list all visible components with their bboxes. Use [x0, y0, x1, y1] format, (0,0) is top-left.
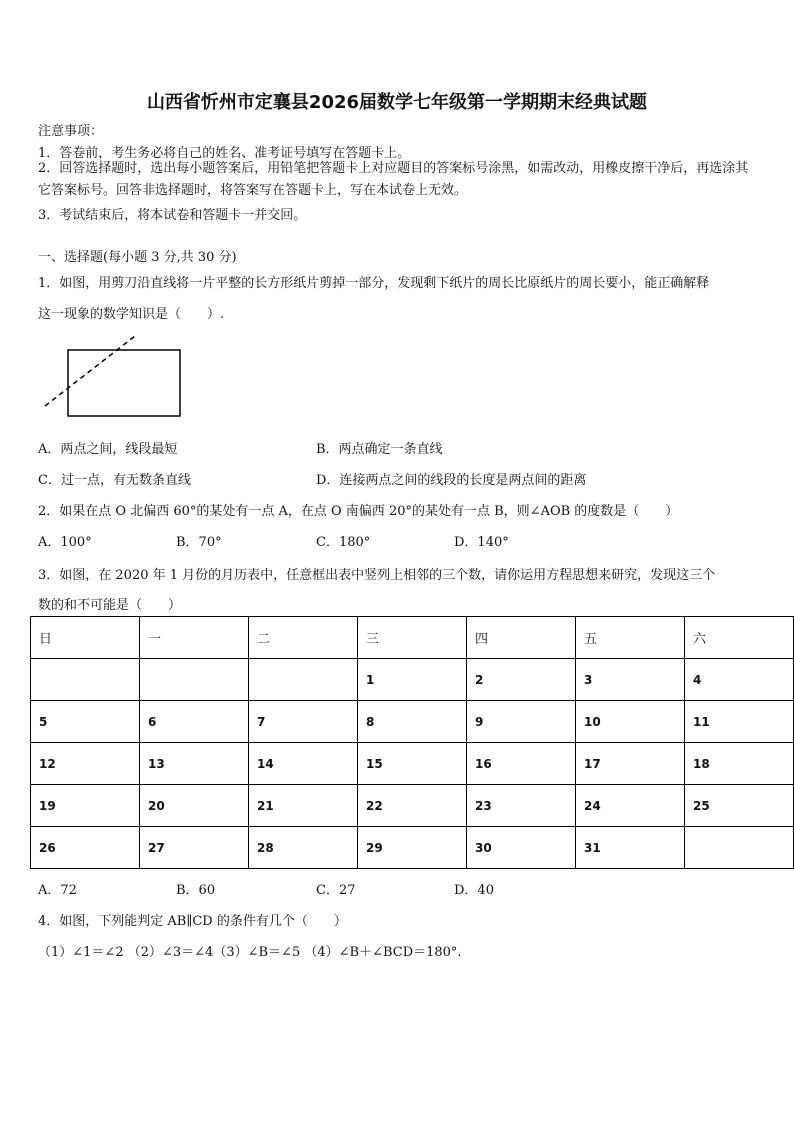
q2-text: 2．如果在点 O 北偏西 60°的某处有一点 A，在点 O 南偏西 20°的某处有一点 B，则∠AOB 的度数是（ ）	[38, 504, 679, 519]
day-cell: 10	[576, 701, 685, 743]
day-cell	[249, 659, 358, 701]
notice-heading: 注意事项：	[38, 124, 104, 139]
calendar-row	[31, 743, 794, 785]
day-cell: 3	[576, 659, 685, 701]
day-cell: 22	[358, 785, 467, 827]
day-cell: 7	[249, 701, 358, 743]
q1-rectangle-figure	[40, 330, 190, 420]
day-cell	[140, 659, 249, 701]
day-cell: 28	[249, 827, 358, 869]
q2-option-a: A．100°	[38, 535, 92, 550]
page-title: 山西省忻州市定襄县2026届数学七年级第一学期期末经典试题	[146, 92, 648, 113]
day-cell: 2	[467, 659, 576, 701]
q3-option-b: B．60	[176, 883, 216, 898]
day-cell: 29	[358, 827, 467, 869]
day-cell: 17	[576, 743, 685, 785]
day-cell: 11	[685, 701, 794, 743]
day-cell	[685, 827, 794, 869]
day-cell: 12	[31, 743, 140, 785]
day-cell	[31, 659, 140, 701]
q1-text-line2: 这一现象的数学知识是（ ）.	[38, 307, 225, 322]
q3-option-c: C．27	[316, 883, 356, 898]
paper-rectangle	[68, 350, 180, 416]
day-cell: 9	[467, 701, 576, 743]
q1-text-line1: 1．如图，用剪刀沿直线将一片平整的长方形纸片剪掉一部分，发现剩下纸片的周长比原纸片的周长要小，能正确解释	[38, 276, 710, 291]
q1-option-a: A．两点之间，线段最短	[38, 442, 178, 457]
notice-item-3: 3．考试结束后，将本试卷和答题卡一并交回。	[38, 208, 307, 223]
day-cell: 20	[140, 785, 249, 827]
day-cell: 19	[31, 785, 140, 827]
header-cell: 四	[467, 617, 576, 659]
day-cell: 16	[467, 743, 576, 785]
day-cell: 5	[31, 701, 140, 743]
notice-item-2: 2．回答选择题时，选出每小题答案后，用铅笔把答题卡上对应题目的答案标号涂黑，如需改动，用橡皮擦干净后，再选涂其它答案标号。回答非选择题时，将答案写在答题卡上，写在本试卷上无效。	[38, 161, 749, 198]
q1-option-d: D．连接两点之间的线段的长度是两点间的距离	[316, 473, 587, 488]
day-cell: 1	[358, 659, 467, 701]
calendar-row	[31, 827, 794, 869]
q3-text-line1: 3．如图，在 2020 年 1 月份的月历表中，任意框出表中竖列上相邻的三个数，请你运用方程思想来研究，发现这三个	[38, 568, 716, 583]
q2-option-c: C．180°	[316, 535, 371, 550]
header-cell: 一	[140, 617, 249, 659]
day-cell: 23	[467, 785, 576, 827]
q3-option-a: A．72	[38, 883, 77, 898]
header-cell: 日	[31, 617, 140, 659]
day-cell: 25	[685, 785, 794, 827]
header-cell: 六	[685, 617, 794, 659]
notice-item-1: 1．答卷前，考生务必将自己的姓名、准考证号填写在答题卡上。	[38, 146, 411, 161]
day-cell: 27	[140, 827, 249, 869]
day-cell: 31	[576, 827, 685, 869]
day-cell: 6	[140, 701, 249, 743]
q3-option-d: D．40	[454, 883, 494, 898]
q1-option-c: C．过一点，有无数条直线	[38, 473, 191, 488]
day-cell: 30	[467, 827, 576, 869]
day-cell: 21	[249, 785, 358, 827]
day-cell: 13	[140, 743, 249, 785]
calendar-table	[30, 616, 794, 869]
header-cell: 三	[358, 617, 467, 659]
q1-option-b: B．两点确定一条直线	[316, 442, 443, 457]
q2-option-b: B．70°	[176, 535, 222, 550]
day-cell: 24	[576, 785, 685, 827]
q3-text-line2: 数的和不可能是（ ）	[38, 598, 182, 613]
calendar-header-row	[31, 617, 794, 659]
calendar-row	[31, 701, 794, 743]
day-cell: 18	[685, 743, 794, 785]
day-cell: 8	[358, 701, 467, 743]
header-cell: 五	[576, 617, 685, 659]
calendar-row	[31, 659, 794, 701]
header-cell: 二	[249, 617, 358, 659]
q2-option-d: D．140°	[454, 535, 509, 550]
calendar-row	[31, 785, 794, 827]
day-cell: 15	[358, 743, 467, 785]
q4-conditions: （1）∠1＝∠2 （2）∠3＝∠4（3）∠B＝∠5 （4）∠B＋∠BCD＝180°.	[38, 945, 462, 960]
cut-line	[45, 336, 135, 406]
day-cell: 26	[31, 827, 140, 869]
day-cell: 14	[249, 743, 358, 785]
day-cell: 4	[685, 659, 794, 701]
q4-text: 4．如图，下列能判定 AB∥CD 的条件有几个（ ）	[38, 914, 347, 929]
section-heading: 一、选择题(每小题 3 分,共 30 分)	[38, 250, 237, 265]
